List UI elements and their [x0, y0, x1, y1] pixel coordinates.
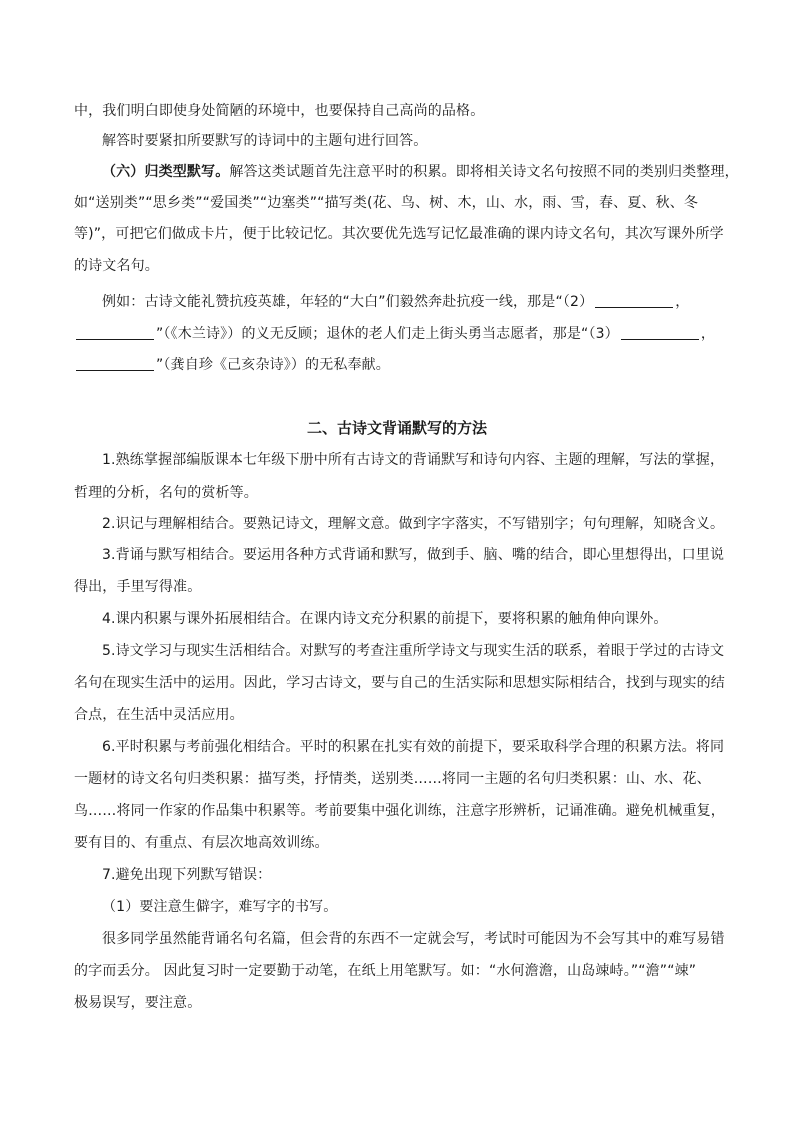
- paragraph-line: 要有目的、有重点、有层次地高效训练。: [74, 835, 329, 851]
- paragraph-line: [74, 324, 724, 344]
- paragraph-line: 解答时要紧扣所要默写的诗词中的主题句进行回答。: [102, 133, 428, 149]
- paragraph-text: ，: [700, 326, 715, 342]
- paragraph-line: [102, 292, 752, 312]
- paragraph-text: ，: [675, 294, 690, 310]
- section-label-bold: （六）归类型默写。: [102, 164, 230, 180]
- section-heading: 二、古诗文背诵默写的方法: [306, 419, 487, 437]
- paragraph-line: 如“送别类”“思乡类”“爱国类”“边塞类”“描写类(花、鸟、树、木，山、水，雨、雪，春、夏、秋、冬: [74, 195, 699, 211]
- paragraph-line: 3.背诵与默写相结合。要运用各种方式背诵和默写，做到手、脑、嘴的结合，即心里想得出，口里说: [102, 547, 725, 563]
- paragraph-line: 得出，手里写得准。: [74, 579, 202, 595]
- paragraph-line: 2.识记与理解相结合。要熟记诗文，理解文意。做到字字落实，不写错别字；句句理解，知晓含义。: [102, 516, 725, 532]
- fill-blank: [76, 325, 154, 340]
- paragraph-line: 6.平时积累与考前强化相结合。平时的积累在扎实有效的前提下，要采取科学合理的积累方法。将同: [102, 739, 725, 755]
- paragraph-line: 5.诗文学习与现实生活相结合。对默写的考查注重所学诗文与现实生活的联系，着眼于学过的古诗文: [102, 643, 725, 659]
- paragraph-line: 7.避免出现下列默写错误：: [102, 867, 272, 883]
- paragraph-line: 极易误写，要注意。: [74, 995, 202, 1011]
- paragraph-line: （1）要注意生僻字，难写字的书写。: [102, 899, 338, 915]
- paragraph-line: [102, 162, 752, 182]
- paragraph-line: 4.课内积累与课外拓展相结合。在课内诗文充分积累的前提下，要将积累的触角伸向课外。: [102, 611, 668, 627]
- fill-blank: [76, 356, 154, 371]
- paragraph-text: 解答这类试题首先注意平时的积累。即将相关诗文名句按照不同的类别归类整理，: [229, 164, 739, 180]
- paragraph-line: 鸟……将同一作家的作品集中积累等。考前要集中强化训练，注意字形辨析，记诵准确。避免机械重复，: [74, 803, 725, 819]
- fill-blank: [621, 325, 699, 340]
- paragraph-text: 例如：古诗文能礼赞抗疫英雄，年轻的“大白”们毅然奔赴抗疫一线，那是“（2）: [102, 294, 594, 310]
- paragraph-text: ”（《木兰诗》）的义无反顾；退休的老人们走上街头勇当志愿者，那是“（3）: [156, 326, 619, 342]
- paragraph-line: 一题材的诗文名句归类积累：描写类，抒情类，送别类……将同一主题的名句归类积累：山、水、花、: [74, 771, 711, 787]
- paragraph-line: 1.熟练掌握部编版课本七年级下册中所有古诗文的背诵默写和诗句内容、主题的理解，写法的掌握，: [102, 452, 725, 468]
- paragraph-text: ”（龚自珍《己亥杂诗》）的无私奉献。: [156, 357, 390, 373]
- paragraph-line: [74, 355, 724, 375]
- paragraph-line: 名句在现实生活中的运用。因此，学习古诗文，要与自己的生活实际和思想实际相结合，找到与现实的结: [74, 675, 725, 691]
- paragraph-line: 的诗文名句。: [74, 258, 159, 274]
- paragraph-line: 很多同学虽然能背诵名句名篇，但会背的东西不一定就会写，考试时可能因为不会写其中的难写易错: [102, 931, 725, 947]
- fill-blank: [595, 293, 673, 308]
- paragraph-line: 合点，在生活中灵活应用。: [74, 707, 244, 723]
- paragraph-line: 哲理的分析，名句的赏析等。: [74, 485, 258, 501]
- paragraph-line: 等)”，可把它们做成卡片，便于比较记忆。其次要优先选写记忆最准确的课内诗文名句，其次写课外所学: [74, 226, 724, 242]
- paragraph-line: 的字而丢分。 因此复习时一定要勤于动笔，在纸上用笔默写。如：“水何澹澹，山岛竦峙。”“澹”“竦”: [74, 963, 697, 979]
- paragraph-line: 中，我们明白即使身处简陋的环境中，也要保持自己高尚的品格。: [74, 103, 485, 119]
